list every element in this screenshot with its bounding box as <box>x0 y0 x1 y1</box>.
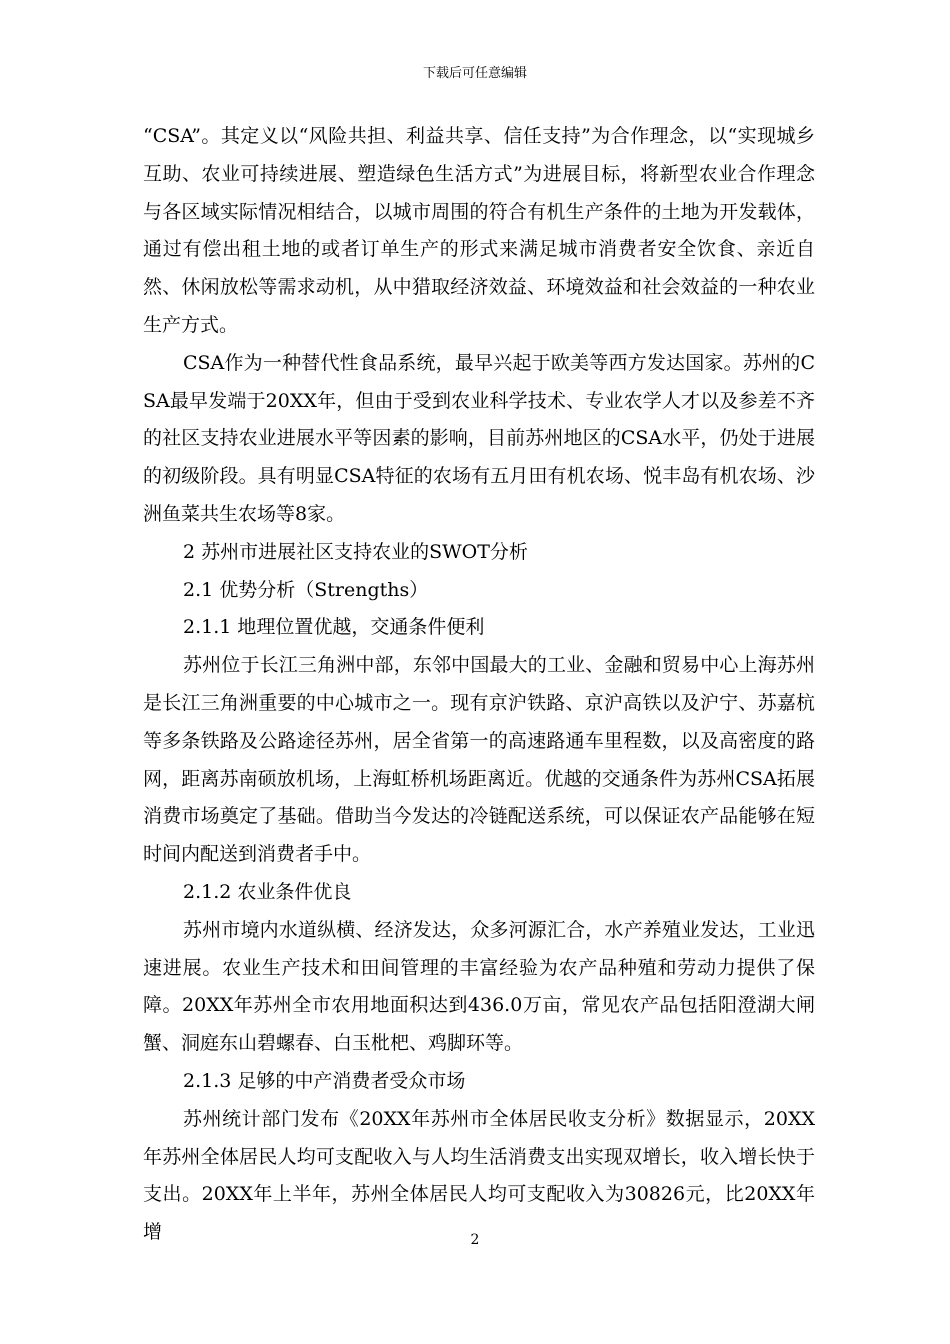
body-text <box>143 118 815 1252</box>
section-heading: 2.1.2 农业条件优良 <box>183 880 352 903</box>
paragraph: 苏州位于长江三角洲中部，东邻中国最大的工业、金融和贸易中心上海苏州是长江三角洲重要的中心城市之一。现有京沪铁路、京沪高铁以及沪宁、苏嘉杭等多条铁路及公路途径苏州，居全省第一的高速路通车里程数，以及高密度的路网，距离苏南硕放机场，上海虹桥机场距离近。优越的交通条件为苏州CSA拓展消费市场奠定了基础。借助当今发达的冷链配送系统，可以保证农产品能够在短时间内配送到消费者手中。 <box>143 654 815 866</box>
section-heading: 2.1.3 足够的中产消费者受众市场 <box>183 1069 466 1092</box>
page-header: 下载后可任意编辑 <box>422 66 527 81</box>
paragraph: 苏州统计部门发布《20XX年苏州市全体居民收支分析》数据显示，20XX年苏州全体居民人均可支配收入与人均生活消费支出实现双增长，收入增长快于支出。20XX年上半年，苏州全体居民人均可支配收入为30826元，比20XX年增 <box>143 1107 815 1244</box>
section-heading: 2 苏州市进展社区支持农业的SWOT分析 <box>183 540 528 563</box>
paragraph: “CSA”。其定义以“风险共担、利益共享、信任支持”为合作理念，以“实现城乡互助、农业可持续进展、塑造绿色生活方式”为进展目标，将新型农业合作理念与各区域实际情况相结合，以城市周围的符合有机生产条件的土地为开发载体，通过有偿出租土地的或者订单生产的形式来满足城市消费者安全饮食、亲近自然、休闲放松等需求动机，从中猎取经济效益、环境效益和社会效益的一种农业生产方式。 <box>143 125 815 336</box>
section-heading: 2.1.1 地理位置优越，交通条件便利 <box>183 616 485 639</box>
paragraph: CSA作为一种替代性食品系统，最早兴起于欧美等西方发达国家。苏州的CSA最早发端于20XX年，但由于受到农业科学技术、专业农学人才以及参差不齐的社区支持农业进展水平等因素的影响，目前苏州地区的CSA水平，仍处于进展的初级阶段。具有明显CSA特征的农场有五月田有机农场、悦丰岛有机农场、沙洲鱼菜共生农场等8家。 <box>143 351 815 525</box>
section-heading: 2.1 优势分析（Strengths） <box>183 578 429 601</box>
page-number: 2 <box>470 1232 480 1248</box>
paragraph: 苏州市境内水道纵横、经济发达，众多河源汇合，水产养殖业发达，工业迅速进展。农业生产技术和田间管理的丰富经验为农产品种殖和劳动力提供了保障。20XX年苏州全市农用地面积达到436.0万亩，常见农产品包括阳澄湖大闸蟹、洞庭东山碧螺春、白玉枇杷、鸡脚环等。 <box>143 918 815 1055</box>
